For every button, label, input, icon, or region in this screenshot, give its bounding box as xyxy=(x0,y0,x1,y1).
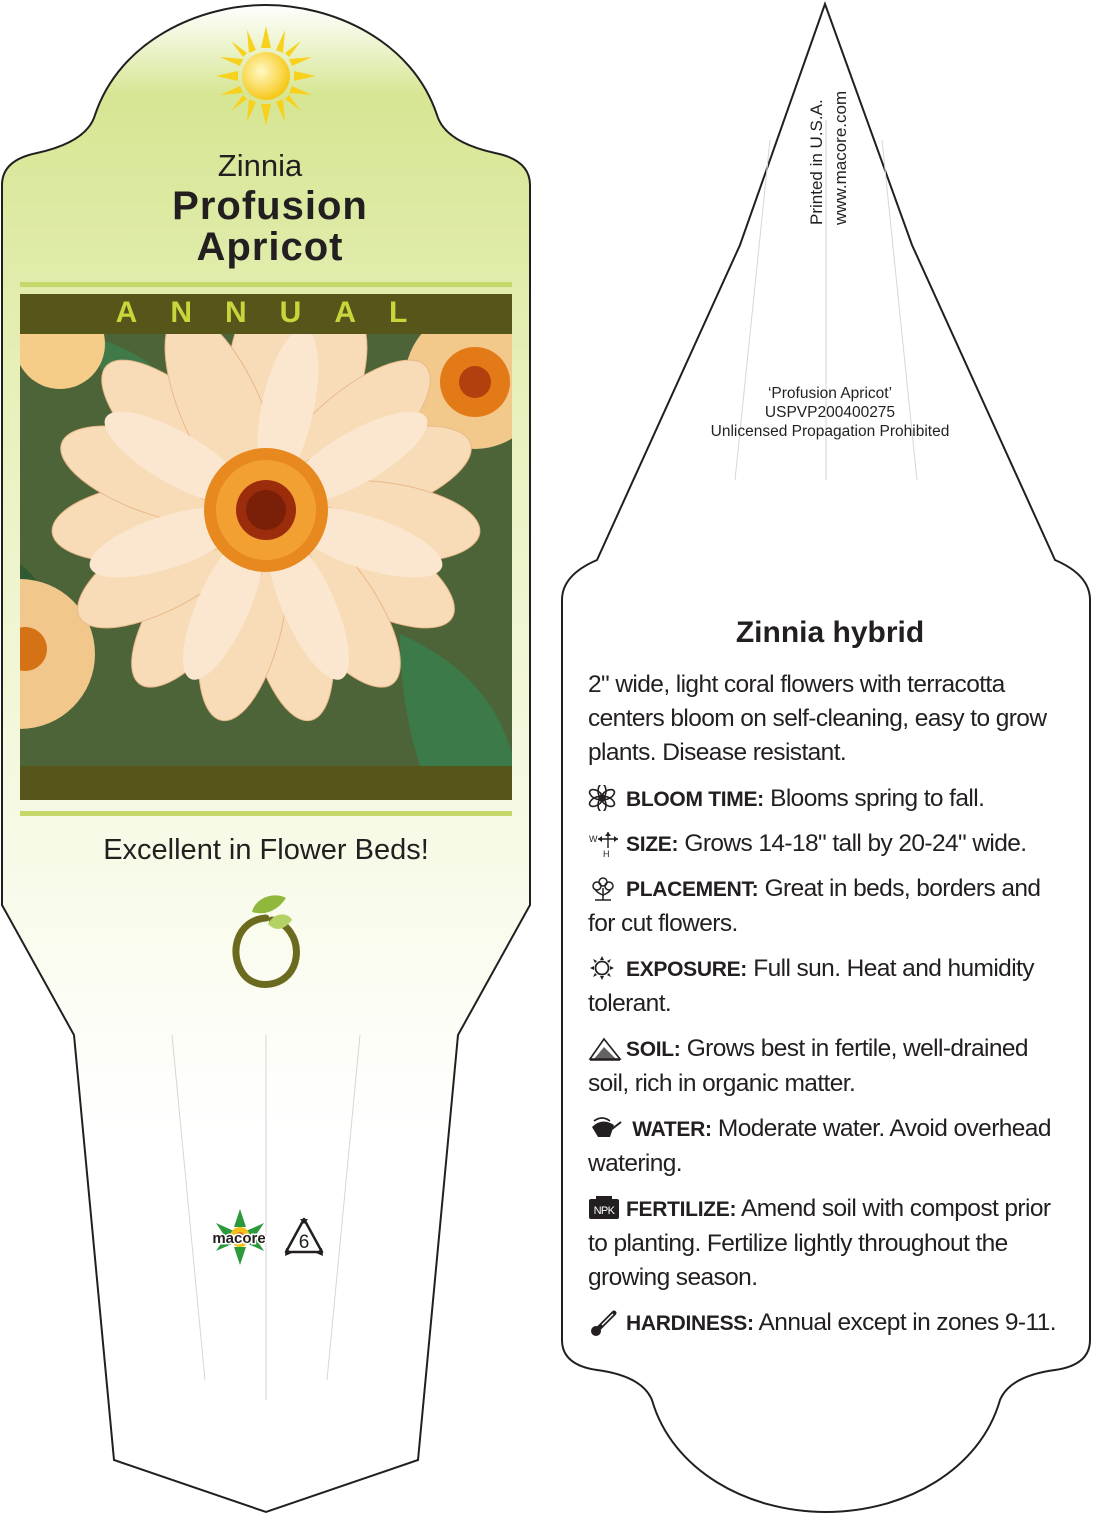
common-name: Zinnia xyxy=(217,148,303,183)
soil-pile-icon xyxy=(588,1035,622,1059)
botanical-name: Zinnia hybrid xyxy=(735,616,925,649)
plant-type-label: ANNUAL xyxy=(115,296,441,329)
care-exposure xyxy=(588,952,1068,1021)
description: 2" wide, light coral flowers with terracotta centers bloom on self-cleaning, easy to grow plants. Disease resistant. xyxy=(588,671,1047,766)
patent-number: USPVP200400275 xyxy=(764,404,896,421)
care-placement xyxy=(588,872,1068,941)
placement-icon xyxy=(588,875,622,899)
website: www.macore.com xyxy=(831,90,850,225)
divider-line xyxy=(20,282,512,287)
recycle-6-icon xyxy=(283,1216,325,1258)
care-label: FERTILIZE: xyxy=(626,1198,737,1221)
macore-logo-icon xyxy=(204,1207,274,1267)
seedling-logo-icon xyxy=(226,890,306,990)
size-h: H xyxy=(603,849,609,858)
care-text: Moderate water. Avoid overhead watering. xyxy=(588,1115,1051,1177)
care-fertilize xyxy=(588,1192,1068,1295)
care-label: WATER: xyxy=(632,1118,712,1141)
care-label: BLOOM TIME: xyxy=(626,788,764,811)
sun-icon xyxy=(216,26,316,126)
npk-text: NPK xyxy=(593,1205,615,1217)
care-text: Blooms spring to fall. xyxy=(770,785,985,812)
care-soil xyxy=(588,1032,1068,1101)
plant-patent-info xyxy=(640,384,1020,441)
printed-info xyxy=(803,55,850,225)
watering-can-icon xyxy=(588,1115,622,1139)
divider-line xyxy=(20,811,512,816)
printed-in: Printed in U.S.A. xyxy=(807,99,826,225)
care-label: HARDINESS: xyxy=(626,1312,754,1335)
thermometer-icon xyxy=(588,1309,622,1333)
care-label: SOIL: xyxy=(626,1038,681,1061)
care-size xyxy=(588,827,1068,862)
npk-icon xyxy=(588,1195,622,1219)
size-w: W xyxy=(589,834,597,844)
care-label: PLACEMENT: xyxy=(626,878,759,901)
trademark-name: ‘Profusion Apricot’ xyxy=(767,385,893,402)
care-text: Full sun. Heat and humidity tolerant. xyxy=(588,955,1034,1017)
care-text: Annual except in zones 9-11. xyxy=(758,1309,1056,1336)
propagation-notice: Unlicensed Propagation Prohibited xyxy=(710,423,950,440)
care-label: SIZE: xyxy=(626,833,679,856)
care-label: EXPOSURE: xyxy=(626,958,747,981)
care-water xyxy=(588,1112,1068,1181)
sun-outline-icon xyxy=(588,955,622,979)
care-bloom-time xyxy=(588,782,1068,817)
flower-icon xyxy=(588,785,622,809)
flower-photo xyxy=(20,334,512,766)
variety-line-1: Profusion xyxy=(172,184,368,228)
variety-name xyxy=(60,186,480,268)
care-text: Amend soil with compost prior to planting. Fertilize lightly throughout the growing season. xyxy=(588,1195,1051,1291)
care-text: Great in beds, borders and for cut flowers. xyxy=(588,875,1041,937)
variety-line-2: Apricot xyxy=(196,225,344,269)
recycle-code: 6 xyxy=(298,1232,310,1253)
size-arrows-icon xyxy=(588,830,622,858)
care-text: Grows 14-18" tall by 20-24" wide. xyxy=(684,830,1027,857)
tagline: Excellent in Flower Beds! xyxy=(103,834,429,866)
photo-bottom-band xyxy=(20,766,512,800)
brand-name: macore xyxy=(212,1230,266,1247)
care-text: Grows best in fertile, well-drained soil, rich in organic matter. xyxy=(588,1035,1028,1097)
care-hardiness xyxy=(588,1306,1068,1341)
